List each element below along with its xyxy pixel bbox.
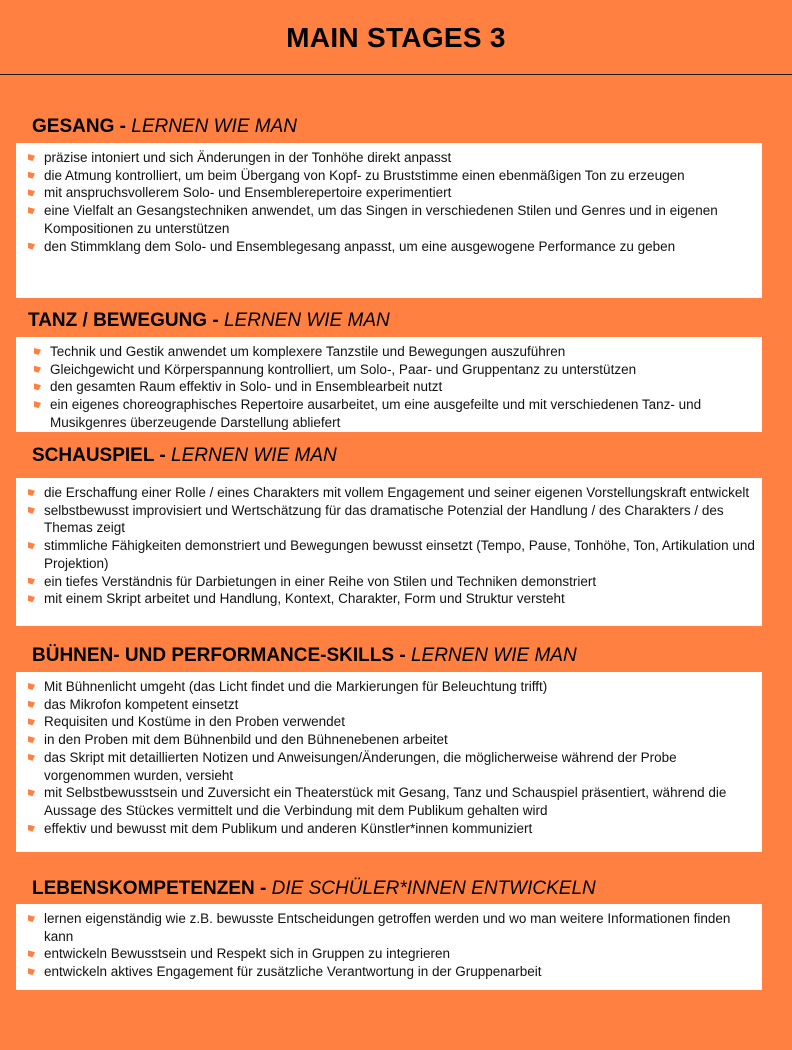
section-box-tanz bbox=[16, 337, 762, 432]
list-item-text: die Atmung kontrolliert, um beim Übergang von Kopf- zu Bruststimme einen ebenmäßigen Ton zu erzeugen bbox=[44, 167, 685, 183]
list-item-text: mit einem Skript arbeitet und Handlung, Kontext, Charakter, Form und Struktur versteht bbox=[44, 591, 565, 607]
bullet-icon bbox=[28, 736, 35, 743]
bullet-icon bbox=[28, 825, 35, 832]
section-heading-separator: - bbox=[394, 645, 411, 666]
list-item-text: präzise intoniert und sich Änderungen in der Tonhöhe direkt anpasst bbox=[44, 150, 452, 165]
list-item bbox=[44, 910, 756, 945]
section-box-schauspiel bbox=[16, 478, 762, 626]
bullet-icon bbox=[28, 789, 35, 796]
list-item bbox=[44, 167, 756, 185]
list-item-text: den gesamten Raum effektiv in Solo- und in Ensemblearbeit nutzt bbox=[50, 379, 443, 395]
section-heading-main: BÜHNEN- UND PERFORMANCE-SKILLS bbox=[32, 645, 395, 666]
list-item bbox=[50, 343, 756, 361]
section-heading-gesang bbox=[32, 116, 297, 138]
list-item-text: Mit Bühnenlicht umgeht (das Licht findet und die Markierungen für Beleuchtung trifft) bbox=[44, 679, 548, 694]
list-item bbox=[44, 678, 756, 696]
list-item bbox=[44, 713, 756, 731]
bullet-icon bbox=[28, 683, 35, 690]
list-item-text: ein eigenes choreographisches Repertoire ausarbeitet, um eine ausgefeilte und mit verschiedenen Tanz- und Musikgenres überzeugende Darstellung abliefert bbox=[50, 397, 702, 430]
bullet-icon bbox=[28, 968, 35, 975]
list-item bbox=[44, 590, 756, 608]
section-heading-main: GESANG bbox=[32, 116, 115, 137]
list-item bbox=[44, 945, 756, 963]
list-item-text: stimmliche Fähigkeiten demonstriert und Bewegungen bewusst einsetzt (Tempo, Pause, Tonhöhe, Ton, Artikulation und Projektion) bbox=[44, 538, 755, 571]
bullet-icon bbox=[28, 950, 35, 957]
bullet-icon bbox=[28, 718, 35, 725]
list-item bbox=[50, 378, 756, 396]
title-divider bbox=[0, 74, 792, 75]
list-item bbox=[44, 184, 756, 202]
list-item bbox=[44, 820, 756, 838]
list-item bbox=[44, 484, 756, 502]
section-box-lebenskompetenzen bbox=[16, 904, 762, 990]
list-item-text: Gleichgewicht und Körperspannung kontrolliert, um Solo-, Paar- und Gruppentanz zu unterstützen bbox=[50, 361, 637, 377]
list-item-text: das Skript mit detaillierten Notizen und Anweisungen/Änderungen, die möglicherweise während der Probe vorgenommen wurden, versieht bbox=[44, 749, 677, 783]
bullet-icon bbox=[34, 348, 41, 355]
bullet-icon bbox=[28, 595, 35, 602]
list-item-text: Technik und Gestik anwendet um komplexere Tanzstile und Bewegungen auszuführen bbox=[50, 344, 566, 359]
section-heading-suffix: LERNEN WIE MAN bbox=[410, 645, 577, 666]
section-heading-tanz bbox=[28, 310, 390, 332]
section-heading-suffix: DIE SCHÜLER*INNEN ENTWICKELN bbox=[271, 878, 596, 899]
bullet-list bbox=[44, 678, 756, 837]
bullet-icon bbox=[28, 754, 35, 761]
section-heading-separator: - bbox=[154, 445, 172, 466]
list-item-text: den Stimmklang dem Solo- und Ensemblegesang anpasst, um eine ausgewogene Performance zu geben bbox=[44, 238, 676, 254]
list-item bbox=[50, 361, 756, 379]
section-heading-main: LEBENSKOMPETENZEN bbox=[32, 878, 255, 899]
bullet-icon bbox=[28, 507, 35, 514]
section-heading-main: TANZ / BEWEGUNG bbox=[28, 310, 208, 331]
bullet-icon bbox=[28, 489, 35, 496]
section-box-gesang bbox=[16, 143, 762, 298]
bullet-icon bbox=[28, 542, 35, 549]
list-item bbox=[44, 202, 756, 237]
list-item bbox=[44, 502, 756, 537]
list-item-text: effektiv und bewusst mit dem Publikum und anderen Künstler*innen kommuniziert bbox=[44, 820, 533, 836]
list-item-text: eine Vielfalt an Gesangstechniken anwendet, um das Singen in verschiedenen Stilen und Genres und in eigenen Kompositionen zu unterstützen bbox=[44, 203, 718, 236]
section-heading-suffix: LERNEN WIE MAN bbox=[131, 116, 297, 137]
bullet-icon bbox=[34, 366, 41, 373]
section-heading-suffix: LERNEN WIE MAN bbox=[223, 310, 390, 331]
section-heading-separator: - bbox=[254, 878, 272, 899]
list-item bbox=[44, 696, 756, 714]
list-item-text: Requisiten und Kostüme in den Proben verwendet bbox=[44, 714, 345, 730]
bullet-icon bbox=[28, 915, 35, 922]
bullet-icon bbox=[28, 172, 35, 179]
section-heading-main: SCHAUSPIEL bbox=[32, 445, 155, 466]
list-item bbox=[44, 963, 756, 981]
section-heading-separator: - bbox=[207, 310, 224, 331]
list-item bbox=[50, 396, 756, 431]
list-item-text: ein tiefes Verständnis für Darbietungen in einer Reihe von Stilen und Techniken demonstriert bbox=[44, 573, 597, 589]
list-item bbox=[44, 573, 756, 591]
section-heading-schauspiel bbox=[32, 445, 337, 467]
page-title: MAIN STAGES 3 bbox=[286, 22, 506, 53]
list-item-text: selbstbewusst improvisiert und Wertschätzung für das dramatische Potenzial der Handlung / des Charakters / des Themas zeigt bbox=[44, 502, 724, 536]
list-item bbox=[44, 537, 756, 572]
bullet-icon bbox=[34, 401, 41, 408]
section-heading-suffix: LERNEN WIE MAN bbox=[171, 445, 337, 466]
list-item bbox=[44, 731, 756, 749]
list-item bbox=[44, 749, 756, 784]
list-item-text: das Mikrofon kompetent einsetzt bbox=[44, 696, 239, 712]
list-item-text: die Erschaffung einer Rolle / eines Charakters mit vollem Engagement und seiner eigenen Vorstellungskraft entwickelt bbox=[44, 485, 750, 500]
list-item-text: entwickeln Bewusstsein und Respekt sich in Gruppen zu integrieren bbox=[44, 946, 450, 962]
list-item-text: lernen eigenständig wie z.B. bewusste Entscheidungen getroffen werden und wo man weitere Informationen finden kann bbox=[44, 911, 731, 944]
bullet-icon bbox=[28, 154, 35, 161]
bullet-icon bbox=[28, 701, 35, 708]
section-heading-lebenskompetenzen bbox=[32, 878, 596, 900]
bullet-icon bbox=[28, 243, 35, 250]
section-box-buehnen-skills bbox=[16, 672, 762, 852]
list-item-text: mit Selbstbewusstsein und Zuversicht ein Theaterstück mit Gesang, Tanz und Schauspiel präsentiert, während die Aussage des Stückes vermittelt und die Verbindung mit dem Publikum gehalten wird bbox=[44, 785, 727, 818]
list-item-text: entwickeln aktives Engagement für zusätzliche Verantwortung in der Gruppenarbeit bbox=[44, 964, 542, 980]
bullet-icon bbox=[28, 207, 35, 214]
bullet-list bbox=[50, 343, 756, 432]
list-item bbox=[44, 784, 756, 819]
bullet-icon bbox=[34, 383, 41, 390]
section-heading-separator: - bbox=[114, 116, 132, 137]
bullet-icon bbox=[28, 189, 35, 196]
list-item bbox=[44, 149, 756, 167]
list-item bbox=[44, 238, 756, 256]
bullet-list bbox=[44, 910, 756, 981]
section-heading-buehnen-skills bbox=[32, 645, 577, 667]
bullet-list bbox=[44, 484, 756, 608]
bullet-list bbox=[44, 149, 756, 255]
bullet-icon bbox=[28, 578, 35, 585]
list-item-text: mit anspruchsvollerem Solo- und Ensemblerepertoire experimentiert bbox=[44, 185, 452, 201]
list-item-text: in den Proben mit dem Bühnenbild und den Bühnenebenen arbeitet bbox=[44, 732, 448, 748]
